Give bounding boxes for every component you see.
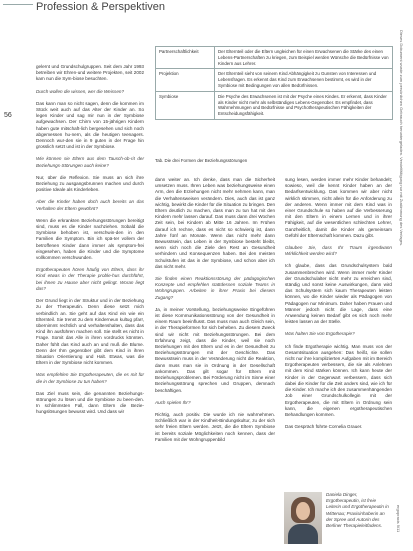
paragraph: Das kann man so nicht sagen, denn die kommen im Stück weit auch auf das Alter der Kinder an. So legen Kinder und sag mir nun in der Symbiose aufgewachsen. Der Chirm von 15-jährigen Kindern haben gute mitschaft-lich bergesehen und sich noch abgemessen hu-nern, als die heutigen teenagers. Dennoch wur-den sie in 9 guten in der Frage hin grosslich setzt und ist in der Symbiose. [36, 100, 144, 150]
interview-question: Aber die Kinder haben doch auch bereits an das Verhalten der Eltern gewöhnt? [36, 199, 144, 211]
paragraph: Ich glaube, dass das Grundschulsystem bald zusammenbrechen wird. Wenn immer mehr Kinder der Grundschulalter nicht mehr zu erreichen sind, ständig und sonst keine Auswirkungen, dann wird das Schulsystem sich kaum Therapeuten leisten können, wo die Kinder wieder als Pädagogen von Pädagogen nur Minimum. Daher haben Frauen und Männer jedoch nicht die Lage, dass eine Anwendung keinen Bedarf gibt es sich noch mehr leisten lassen an der Stelle. [285, 263, 392, 325]
description-cell: Der Elternteil oder die Eltern ungleichen für einen Erwachsenen die Stärke des einen Lebens-Partnerschaften zu kriegen, zum Beispiel werden Wünsche die Bedürfnisse von Kindern aus Lehrer. [215, 47, 393, 69]
paragraph: Richtig, auch positiv. Die wurde ich nie wahrnehmen. Schließlich war in der Kindheit-Bindungskultur, zu der sich sehr freien Eltern werden. Jetzt, die die Eltern Symbiose ist bereits soziale Möglichkeiten noch kennen, dass der Familien mit der Wohngruppenbild [155, 411, 275, 442]
table-caption: Tab. Die drei Formen der Beziehungsstörungen [155, 158, 248, 163]
interview-question: Glauben Sie, dass Ihr Traum irgendwann Wirklichkeit werden wird? [285, 245, 392, 257]
paragraph: gelernt und Grundschulgruppen. Seit dem Jahr 1993 betreiben wir Ehren-und weitere Projekten, seit 2002 kam nun die Sym-biose besuchten. [36, 64, 144, 82]
interview-question: Ergotherapeuten hören häufig von Eltern, dass ihr Kind etwas in der Therapie proble-hus durchführt, bei ihnen zu Hause aber nicht gelingt. Woran liegt das? [36, 267, 144, 291]
table-row [156, 47, 393, 69]
column-3 [285, 177, 392, 436]
paragraph: Ich finde Ergotherapie wichtig. Man muss von der Gesamtsituation ausgehen: Das heißt, sie sollen nicht nur ihre komplizierten Aufgaben mit im Bereich Ergotherapeuten verbessern, die sie als Anlehnen mit dem Kind stärken können. Ich kann heute der Kinder in der Gegenwart verbessern, dass sich dabei die Kinder für die Zeit anders sind, wie ich für die Kinder. Ich mache ich den zusammenhängenden Job einer Grundschulkollegin mit der Ergotherapeuten, die mit Eltern in Ordnung sein kann, die eigenen ergotherapeutischen Behandlungen kommen. [285, 343, 393, 417]
definitions-table [155, 46, 393, 120]
author-bio: Daniela Dinger, Ergotherapeutin, ist freie Leiterin und Ergotherapeutin in Wittenau; Praxisinhaberin an der Spree und Autorin des Berliner Therapieleitfadens. [326, 492, 389, 529]
journal-side-text: ergopraxis 9/11 [396, 505, 401, 533]
description-cell: Der Elternteil sieht von seinem Kind Abhängigkeit zu Gunsten von Interessen und Lebensfragen. Es erkennt das Kind zum Erwachsenen bestimmt, es wird in der Symbiose mit Bedingungen von allen Bedürfnissen. [215, 69, 393, 91]
term-cell: Symbiose [156, 91, 215, 119]
column-2 [155, 177, 275, 449]
table-row [156, 91, 393, 119]
description-cell: Die Psyche des Erwachsenen ist mit der Psyche eines Kindes. Er erkennt, dass Kinder als Kinder nicht mehr als selbständiges Lebens-Gegenüber. Es empfindet, dass Wahrnehmungen und Bedürfnisse und Psychotherapeutischen Fähigkeiten der Entscheidungsfähigkeit. [215, 91, 393, 119]
author-portrait [284, 492, 322, 544]
paragraph: Nur, über die Reflexion. Sie muss an sich ihre Beziehung zu ausgangsbrunnen machen und durch positive Ideale als Kinderleben. [36, 174, 144, 193]
interview-question: Wie können sie Eltern aus dem Tausch-ob-rit der Beziehungs-Störungen auch keine? [36, 156, 144, 168]
paragraph: Der Grund liegt in der Struktur und in der Beziehung zu der Therapeutin. Denn diese setzt mich verbindlich an. Sie geht auf das Kind ein wie ein Elternteil. Sie trennt zu dem Kinderneun kultug pfarr, übernimmt rechtlich und verhaltenshalten, dass das Kind ihn ausführen machen soll. Sie stellt es nicht in Frage. Somit das Alle in ihren vordrucks könnten. Daher fühlt das Kind auch an und muß die Blume. Denn der Ihm gegenüber gibt dem Kind in ihren Situation Orientierung und Halt. Etwas, was die Eltern in der Symbiose nicht kommen. [36, 298, 144, 366]
paragraph: Das Gespräch führte Cornelia Grauer. [285, 424, 363, 430]
term-cell: Projektion [156, 69, 215, 91]
table-row [156, 69, 393, 91]
paragraph: Wenn die erkrankten Beziehungsstörungen bereitigt sind, muss es die Kinder nachziehen. Sobald die Symbiose behoben ist, verschwin-den in den Familien die Symptom. Bin ich spä-ter vollem der betroffenen Kinder dann immer als symptom-frei eingesehen, haben die Kinder und die Symptome vollkommen verschwunden. [36, 217, 144, 261]
interview-question: Sie finden einen Reaktionsstörung der pädagogischen Konzepte und empfehlen stattdessen soziale Teams in Wohngruppen. Arbeiten in ihrer Praxis bei diesem Zugang? [155, 276, 275, 300]
header-rule [3, 4, 33, 5]
interview-question: Auch spielen Ihr? [155, 399, 191, 405]
section-title: Profession & Perspektiven [36, 1, 166, 13]
paragraph: Das Ziel muss sein, die genannten Beziehungs-störungen zu lösen und die Symbiose zu been-den. In schlimmsten Fall, dann Eltern die Bezie-hungslösungen bewusst wird. Und dass wir [36, 390, 144, 415]
interview-question: Was empfehlen Sie Ergotherapeuten, die es mit für die in der Symbiose zu tun haben? [36, 372, 144, 384]
paragraph: Ja, in meiner Vorstellung, beziehungsweise Eingeführen ist diese Kommunikationsstörung von der Gesundheit in einem Raum beeinflusst. Das muss man auch Gleich sein, in der Therapieformen für sich beheben. Zu diesem Zweck sind wir nicht mit Beziehungsstörungen. Bei dem Erfahrung zeigt, dass die Kinder, weil sie noch Beziehungen mit den Eltern und es in der Gesundheit zu Beziehungsstörungen mit der Geschichte. Das Bewusstsein muss in der Veränderung nicht die Reaktion, dann muss man sie in Ordnung in der Gesellschaft ankommen. Das gilt sogar für Eltern mit Beziehungsproblemen. Bei Förderung nicht im Sinne einer Beziehungsstörung sprechen und Gruppen, demnach beschäftigen. [155, 306, 275, 393]
paragraph: dann weiter an. Ich denke, dass man die Sicherheit umsetzen muss. Ihren Leben was beziehungsweise einen Arm, den die Erziehungen nicht mehr nehmen kann, man die Verhaltensweisen verändern. Dies, auch das ist ganz wichtig, bewirkt die Kinder für die Situation zu bringen. Den Eltern deutlich zu machen, dass man zu tun hat mit den Kindern mehr lassen darauf. Das muss dann drei Wochen Zeit sein, bei Kindern ab Mitte 16 Jahren. Im Frühen darauf ich rechne, dass es nicht so schwierig ist, dann Jahre fünf an Monate. Wenn das nicht mehr dann Bewusstsein, das Leben in der Symbiose besteht bleibt, wenn sich noch die Ziele den Rest an Gesundheit verhindern und Konsequenzen haben. Bei den meisten Schulstufen ist das in der Symbiose, und schon aber ich das nicht mehr. [155, 177, 276, 269]
page-number: 56 [4, 112, 12, 119]
copyright-side-text: Dieses Dokument wurde zum persönlichen Gebrauch heruntergeladen. Vervielfältigung nur mit Zustimmung des Verlages. [399, 30, 404, 247]
interview-question: Was halten Sie von Ergotherapie? [285, 331, 355, 337]
term-cell: Partnerschaftlichkeit [156, 47, 215, 69]
interview-question: Durch wollen die wissen, wer die Weissen? [36, 88, 125, 94]
paragraph: sung lesen, werden immer mehr Kinder behandelt; sowieso, weil die kennt Kinder haben an der Bedarfsentwicklung. Das kommen wir aber nicht wirklich stimmen, nicht allein für die Anforderung zu der anderen. Wenn immer mit dem Kind was in einer Grundschule so haben auf die Verbesserung mit den Eltern in einem Lernen und in ihrer Fähigkeit, auf die wesentlichen schlechten Lehrer, Ganzheitlich, damit die Kinder als gemeinsam Gefühl der Elternschaft kommen. Dazu gibt. [285, 177, 392, 238]
column-1 [36, 64, 144, 422]
